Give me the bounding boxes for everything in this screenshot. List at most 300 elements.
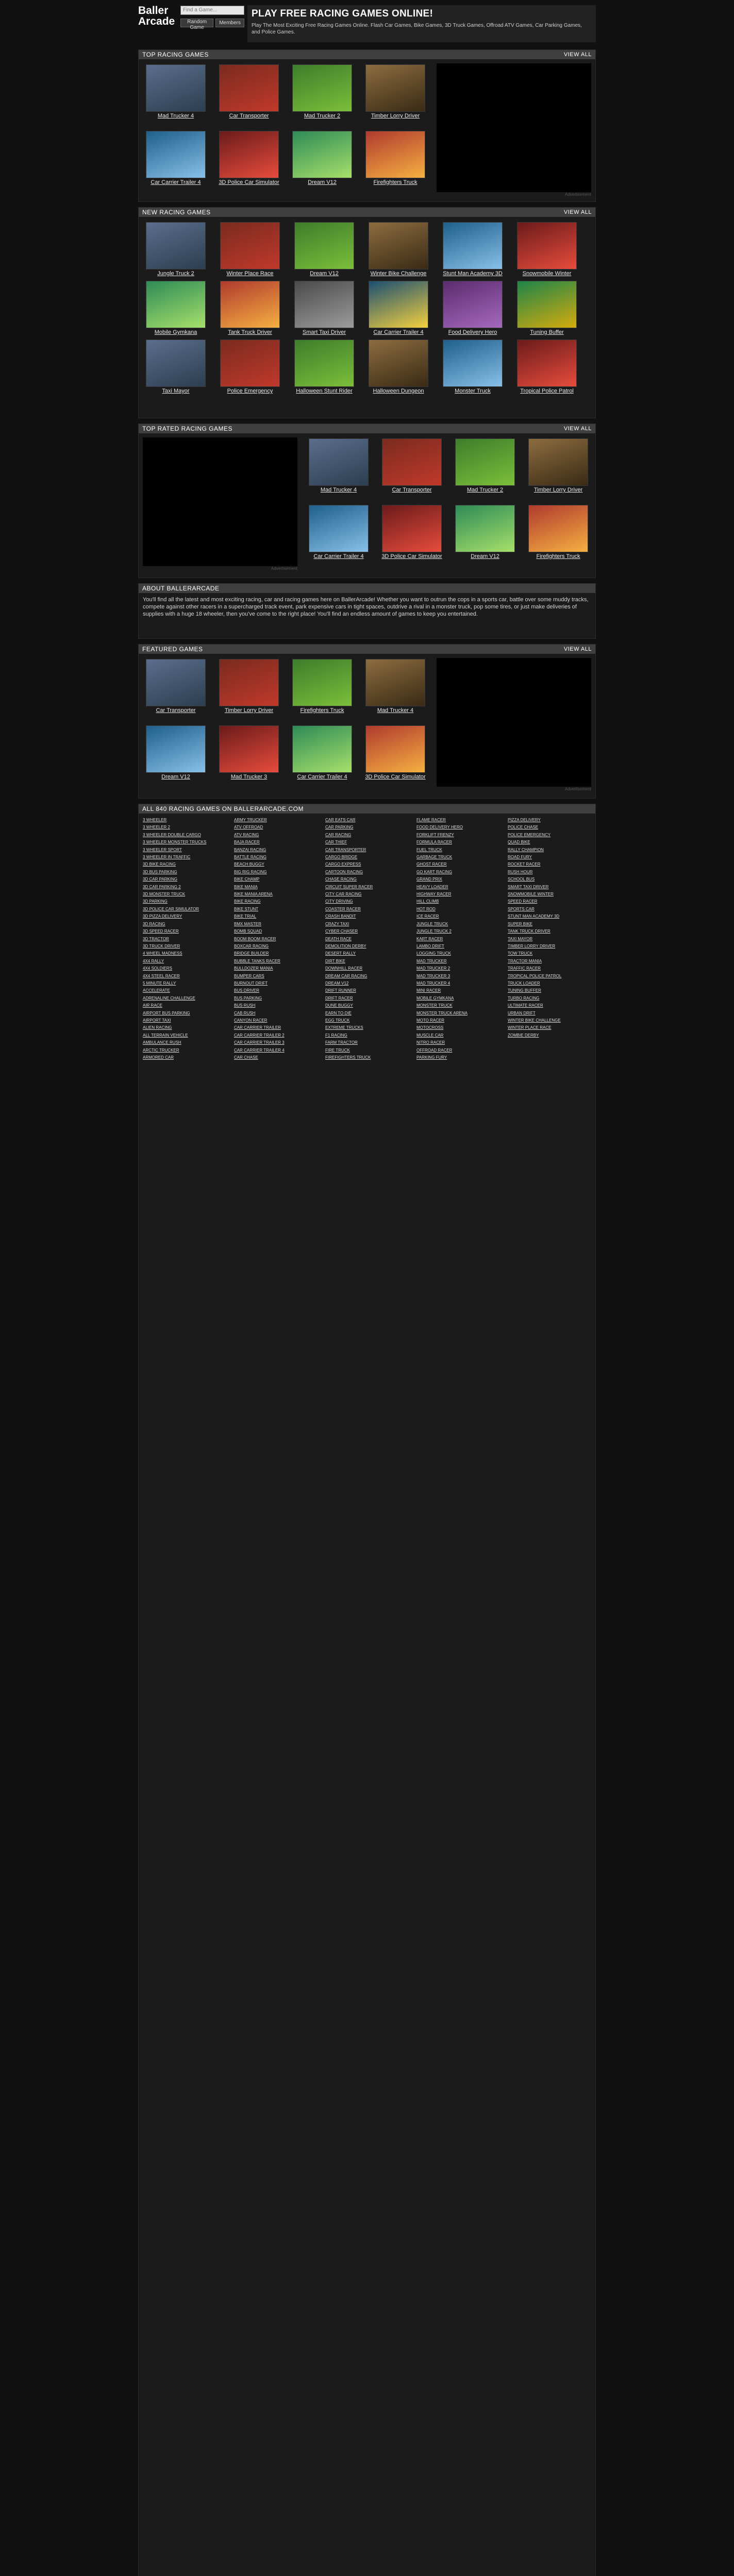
all-game-link[interactable]: TRAFFIC RACER [508,966,541,971]
game-title-link[interactable]: Halloween Dungeon [373,388,424,394]
game-tile[interactable] [304,505,374,564]
game-tile[interactable] [304,438,374,497]
game-thumbnail[interactable] [382,505,442,552]
game-title-link[interactable]: Halloween Stunt Rider [296,388,353,394]
all-game-link[interactable]: TIMBER LORRY DRIVER [508,943,556,948]
game-thumbnail[interactable] [517,222,577,269]
game-tile[interactable] [141,725,211,784]
all-game-link[interactable]: CYBER CHASER [325,929,358,934]
all-game-link[interactable]: BOXCAR RACING [234,943,269,948]
all-game-link[interactable]: CIRCUIT SUPER RACER [325,884,373,889]
game-thumbnail[interactable] [365,64,425,112]
game-title-link[interactable]: Mad Trucker 4 [377,707,414,714]
game-tile[interactable] [512,222,582,281]
all-game-link[interactable]: CAR PARKING [325,825,354,830]
game-tile[interactable] [377,438,447,497]
all-game-link[interactable]: POLICE EMERGENCY [508,832,551,837]
all-game-link[interactable]: BIKE RACING [234,899,261,904]
all-game-link[interactable]: ATV RACING [234,832,259,837]
all-game-link[interactable]: BULLDOZER MANIA [234,966,273,971]
all-game-link[interactable]: CAR TRANSPORTER [325,847,366,852]
game-thumbnail[interactable] [382,438,442,486]
all-game-link[interactable]: TRACTOR MANIA [508,958,542,963]
all-game-link[interactable]: FLAME RACER [416,818,446,822]
game-title-link[interactable]: Mobile Gymkana [154,329,197,335]
all-game-link[interactable]: BUMPER CARS [234,973,264,978]
search-input[interactable] [180,6,244,15]
all-game-link[interactable]: TOW TRUCK [508,951,533,956]
all-game-link[interactable]: BIG RIG RACING [234,869,267,874]
game-title-link[interactable]: Mad Trucker 4 [320,487,357,493]
all-game-link[interactable]: 3D MONSTER TRUCK [143,892,186,897]
all-game-link[interactable]: CARTOON RACING [325,869,363,874]
all-game-link[interactable]: CRASH BANDIT [325,914,356,919]
all-game-link[interactable]: TROPICAL POLICE PATROL [508,973,562,978]
all-game-link[interactable]: ZOMBIE DERBY [508,1032,539,1038]
game-thumbnail[interactable] [443,281,503,328]
all-game-link[interactable]: 3D BIKE RACING [143,862,176,867]
all-game-link[interactable]: SMART TAXI DRIVER [508,884,549,889]
all-game-link[interactable]: BUS DRIVER [234,988,259,993]
game-thumbnail[interactable] [294,340,354,387]
game-thumbnail[interactable] [455,438,515,486]
game-title-link[interactable]: Mad Trucker 2 [466,487,504,493]
game-tile[interactable] [360,659,430,718]
all-game-link[interactable]: MOTO RACER [416,1018,445,1023]
game-title-link[interactable]: Firefighters Truck [536,553,580,560]
all-game-link[interactable]: 3 WHEELER SPORT [143,847,182,852]
all-game-link[interactable]: 3 WHEELER 2 [143,825,170,830]
all-game-link[interactable]: SCHOOL BUS [508,877,535,882]
all-game-link[interactable]: HIGHWAY RACER [416,892,452,897]
all-game-link[interactable]: EARN TO DIE [325,1010,352,1015]
all-game-link[interactable]: CAR CARRIER TRAILER 4 [234,1047,285,1053]
game-title-link[interactable]: Dream V12 [471,553,499,560]
game-title-link[interactable]: Snowmobile Winter [522,270,572,277]
all-game-link[interactable]: BEACH BUGGY [234,862,264,867]
all-game-link[interactable]: F1 RACING [325,1032,347,1038]
game-title-link[interactable]: Stunt Man Academy 3D [443,270,503,277]
all-game-link[interactable]: TRUCK LOADER [508,980,540,986]
all-game-link[interactable]: BOOM BOOM RACER [234,936,276,941]
all-game-link[interactable]: CAB RUSH [234,1010,256,1015]
game-tile[interactable] [360,725,430,784]
all-game-link[interactable]: 3 WHEELER [143,818,167,822]
game-tile[interactable] [287,64,357,123]
all-game-link[interactable]: POLICE CHASE [508,825,539,830]
game-thumbnail[interactable] [365,131,425,178]
all-game-link[interactable]: BIKE TRIAL [234,914,256,919]
all-game-link[interactable]: QUAD BIKE [508,840,530,845]
game-tile[interactable] [360,131,430,190]
view-all-link[interactable]: VIEW ALL [563,646,592,652]
random-game-button[interactable]: Random Game [180,19,213,27]
game-tile[interactable] [289,340,359,398]
all-game-link[interactable]: BIKE MANIA ARENA [234,892,273,897]
all-game-link[interactable]: 4X4 SOLDIERS [143,966,172,971]
members-button[interactable]: Members [215,19,244,27]
all-game-link[interactable]: CAR RACING [325,832,352,837]
all-game-link[interactable]: FIRE TRUCK [325,1047,350,1053]
game-title-link[interactable]: Tank Truck Driver [228,329,272,335]
game-tile[interactable] [289,222,359,281]
all-game-link[interactable]: MAD TRUCKER 3 [416,973,451,978]
game-thumbnail[interactable] [219,64,279,112]
all-game-link[interactable]: 3D TRUCK DRIVER [143,943,180,948]
all-game-link[interactable]: ICE RACER [416,914,439,919]
game-thumbnail[interactable] [292,64,352,112]
game-tile[interactable] [141,659,211,718]
all-game-link[interactable]: 3D BUS PARKING [143,869,177,874]
all-game-link[interactable]: WINTER BIKE CHALLENGE [508,1018,561,1023]
all-game-link[interactable]: HILL CLIMB [416,899,439,904]
all-game-link[interactable]: JUNGLE TRUCK 2 [416,929,452,934]
game-title-link[interactable]: 3D Police Car Simulator [219,179,279,185]
all-game-link[interactable]: CARGO BRIDGE [325,855,358,860]
all-game-link[interactable]: 3D CAR PARKING 2 [143,884,181,889]
all-game-link[interactable]: LOGGING TRUCK [416,951,451,956]
game-title-link[interactable]: Food Delivery Hero [448,329,497,335]
game-tile[interactable] [377,505,447,564]
all-game-link[interactable]: ADRENALINE CHALLENGE [143,995,195,1001]
all-game-link[interactable]: 3D PARKING [143,899,168,904]
game-title-link[interactable]: Tuning Buffer [530,329,564,335]
view-all-link[interactable]: VIEW ALL [563,426,592,432]
all-game-link[interactable]: AMBULANCE RUSH [143,1040,181,1045]
all-game-link[interactable]: ROCKET RACER [508,862,541,867]
game-title-link[interactable]: Mad Trucker 4 [157,113,194,119]
all-game-link[interactable]: ATV OFFROAD [234,825,263,830]
game-thumbnail[interactable] [220,340,280,387]
all-game-link[interactable]: GHOST RACER [416,862,447,867]
all-game-link[interactable]: 4X4 RALLY [143,958,164,963]
all-game-link[interactable]: MOTOCROSS [416,1025,444,1030]
game-tile[interactable] [363,222,433,281]
all-game-link[interactable]: 5 MINUTE RALLY [143,980,176,986]
all-game-link[interactable]: ALL TERRAIN VEHICLE [143,1032,188,1038]
game-tile[interactable] [141,222,211,281]
all-game-link[interactable]: SUPER BIKE [508,921,533,926]
all-game-link[interactable]: 3D SPEED RACER [143,929,179,934]
all-game-link[interactable]: BURNOUT DRIFT [234,980,268,986]
all-game-link[interactable]: TAXI MAYOR [508,936,533,941]
view-all-link[interactable]: VIEW ALL [563,209,592,215]
all-game-link[interactable]: BIKE CHAMP [234,877,260,882]
game-tile[interactable] [523,438,593,497]
game-thumbnail[interactable] [292,131,352,178]
game-tile[interactable] [360,64,430,123]
all-game-link[interactable]: RALLY CHAMPION [508,847,544,852]
site-logo[interactable] [138,5,173,27]
all-game-link[interactable]: TURBO RACING [508,995,540,1001]
game-thumbnail[interactable] [309,438,369,486]
game-tile[interactable] [141,64,211,123]
game-thumbnail[interactable] [292,659,352,706]
game-tile[interactable] [438,340,508,398]
game-title-link[interactable]: Car Transporter [392,487,432,493]
all-game-link[interactable]: 4X4 STEEL RACER [143,973,180,978]
all-game-link[interactable]: MINI RACER [416,988,441,993]
all-game-link[interactable]: 3D POLICE CAR SIMULATOR [143,906,199,911]
all-game-link[interactable]: HEAVY LOADER [416,884,448,889]
game-tile[interactable] [141,340,211,398]
all-game-link[interactable]: CANYON RACER [234,1018,268,1023]
all-game-link[interactable]: BRIDGE BUILDER [234,951,269,956]
game-tile[interactable] [214,64,284,123]
game-title-link[interactable]: Firefighters Truck [300,707,344,714]
all-game-link[interactable]: BUS RUSH [234,1003,256,1008]
game-title-link[interactable]: Winter Bike Challenge [370,270,427,277]
game-title-link[interactable]: Timber Lorry Driver [224,707,274,714]
game-thumbnail[interactable] [365,725,425,773]
game-thumbnail[interactable] [369,222,428,269]
all-game-link[interactable]: MAD TRUCKER 4 [416,980,451,986]
game-title-link[interactable]: Car Carrier Trailer 4 [151,179,201,185]
all-game-link[interactable]: TUNING BUFFER [508,988,541,993]
game-thumbnail[interactable] [443,222,503,269]
game-tile[interactable] [512,281,582,340]
all-game-link[interactable]: ALIEN RACING [143,1025,172,1030]
game-title-link[interactable]: Jungle Truck 2 [157,270,194,277]
game-tile[interactable] [450,505,520,564]
all-game-link[interactable]: ROAD FURY [508,855,532,860]
all-game-link[interactable]: GRAND PRIX [416,877,442,882]
all-game-link[interactable]: CAR CARRIER TRAILER 3 [234,1040,285,1045]
all-game-link[interactable]: WINTER PLACE RACE [508,1025,552,1030]
game-title-link[interactable]: Police Emergency [227,388,273,394]
all-game-link[interactable]: PARKING FURY [416,1055,447,1060]
all-game-link[interactable]: ACCELERATE [143,988,170,993]
game-title-link[interactable]: Mad Trucker 3 [230,773,268,780]
all-game-link[interactable]: CAR THIEF [325,840,347,845]
game-thumbnail[interactable] [294,222,354,269]
all-game-link[interactable]: ARMY TRUCKER [234,818,267,822]
game-thumbnail[interactable] [443,340,503,387]
all-game-link[interactable]: BIKE MANIA [234,884,258,889]
all-game-link[interactable]: FUEL TRUCK [416,847,442,852]
all-game-link[interactable]: 3D TRACTOR [143,936,169,941]
game-title-link[interactable]: Car Carrier Trailer 4 [297,773,347,780]
all-game-link[interactable]: SNOWMOBILE WINTER [508,892,554,897]
game-tile[interactable] [512,340,582,398]
all-game-link[interactable]: FIREFIGHTERS TRUCK [325,1055,371,1060]
game-thumbnail[interactable] [219,725,279,773]
game-thumbnail[interactable] [219,659,279,706]
all-game-link[interactable]: FARM TRACTOR [325,1040,358,1045]
all-game-link[interactable]: FORMULA RACER [416,840,452,845]
all-game-link[interactable]: JUNGLE TRUCK [416,921,448,926]
game-title-link[interactable]: Dream V12 [310,270,339,277]
game-title-link[interactable]: 3D Police Car Simulator [365,773,426,780]
all-game-link[interactable]: BIKE STUNT [234,906,259,911]
all-game-link[interactable]: CITY DRIVING [325,899,353,904]
all-game-link[interactable]: EGG TRUCK [325,1018,350,1023]
view-all-link[interactable]: VIEW ALL [563,52,592,58]
game-tile[interactable] [363,340,433,398]
game-tile[interactable] [215,340,285,398]
game-thumbnail[interactable] [365,659,425,706]
all-game-link[interactable]: EXTREME TRUCKS [325,1025,363,1030]
all-game-link[interactable]: BMX MASTER [234,921,261,926]
ad-slot [437,63,591,197]
all-game-link[interactable]: DIRT BIKE [325,958,345,963]
game-title-link[interactable]: Car Carrier Trailer 4 [373,329,424,335]
all-game-link[interactable]: MOBILE GYMKANA [416,995,454,1001]
game-thumbnail[interactable] [146,659,206,706]
all-game-link[interactable]: BANZAI RACING [234,847,266,852]
game-thumbnail[interactable] [369,340,428,387]
game-title-link[interactable]: Car Carrier Trailer 4 [313,553,364,560]
all-game-link[interactable]: HOT ROD [416,906,436,911]
game-tile[interactable] [141,131,211,190]
all-game-link[interactable]: STUNT MAN ACADEMY 3D [508,914,560,919]
game-title-link[interactable]: Timber Lorry Driver [371,113,420,119]
game-tile[interactable] [289,281,359,340]
all-game-link[interactable]: BUBBLE TANKS RACER [234,958,280,963]
all-games-column [234,817,323,1061]
all-game-link[interactable]: DREAM V12 [325,980,349,986]
game-thumbnail[interactable] [309,505,369,552]
game-title-link[interactable]: Firefighters Truck [373,179,418,185]
all-game-link[interactable]: MAD TRUCKER [416,958,447,963]
game-thumbnail[interactable] [220,222,280,269]
all-game-link[interactable]: MONSTER TRUCK ARENA [416,1010,468,1015]
game-thumbnail[interactable] [146,725,206,773]
all-game-link[interactable]: CITY CAR RACING [325,892,362,897]
all-game-link[interactable]: CHASE RACING [325,877,357,882]
game-thumbnail[interactable] [146,222,206,269]
all-game-link[interactable]: CAR CARRIER TRAILER 2 [234,1032,285,1038]
all-game-link[interactable]: AIR RACE [143,1003,162,1008]
all-game-link[interactable]: LAMBO DRIFT [416,943,444,948]
all-game-link[interactable]: FOOD DELIVERY HERO [416,825,463,830]
game-thumbnail[interactable] [146,131,206,178]
game-thumbnail[interactable] [219,131,279,178]
game-title-link[interactable]: Winter Place Race [226,270,274,277]
all-game-link[interactable]: 3D PIZZA DELIVERY [143,914,182,919]
all-games-column [416,817,506,1061]
all-game-link[interactable]: URBAN DRIFT [508,1010,536,1015]
all-game-link[interactable]: CARGO EXPRESS [325,862,361,867]
all-game-link[interactable]: FORKLIFT FRENZY [416,832,454,837]
game-thumbnail[interactable] [517,281,577,328]
game-title-link[interactable]: Car Transporter [156,707,196,714]
game-tile[interactable] [363,281,433,340]
game-thumbnail[interactable] [517,340,577,387]
all-game-link[interactable]: ARMORED CAR [143,1055,174,1060]
all-game-link[interactable]: KART RACER [416,936,443,941]
all-game-link[interactable]: ULTIMATE RACER [508,1003,543,1008]
game-title-link[interactable]: 3D Police Car Simulator [381,553,442,560]
all-game-link[interactable]: OFFROAD RACER [416,1047,453,1053]
all-game-link[interactable]: BUS PARKING [234,995,262,1001]
all-game-link[interactable]: 3D RACING [143,921,165,926]
all-game-link[interactable]: BATTLE RACING [234,855,266,860]
all-game-link[interactable]: COASTER RACER [325,906,361,911]
all-game-link[interactable]: BAJA RACER [234,840,260,845]
game-tile[interactable] [214,659,284,718]
game-title-link[interactable]: Mad Trucker 2 [304,113,341,119]
game-thumbnail[interactable] [292,725,352,773]
game-title-link[interactable]: Smart Taxi Driver [302,329,346,335]
game-thumbnail[interactable] [294,281,354,328]
game-tile[interactable] [450,438,520,497]
all-game-link[interactable]: SPEED RACER [508,899,538,904]
game-title-link[interactable]: Dream V12 [161,773,190,780]
game-tile[interactable] [438,281,508,340]
all-game-link[interactable]: DOWNHILL RACER [325,966,363,971]
game-thumbnail[interactable] [369,281,428,328]
all-game-link[interactable]: BOMB SQUAD [234,929,262,934]
game-tile[interactable] [214,725,284,784]
game-thumbnail[interactable] [528,505,588,552]
all-game-link[interactable]: DEATH RACE [325,936,352,941]
game-thumbnail[interactable] [220,281,280,328]
all-game-link[interactable]: DRIFT RACER [325,995,353,1001]
all-game-link[interactable]: MUSCLE CAR [416,1032,444,1038]
all-game-link[interactable]: MONSTER TRUCK [416,1003,453,1008]
all-game-link[interactable]: DESERT RALLY [325,951,356,956]
game-thumbnail[interactable] [455,505,515,552]
all-game-link[interactable]: 3D CAR PARKING [143,877,177,882]
all-game-link[interactable]: DUNE BUGGY [325,1003,353,1008]
all-game-link[interactable]: MAD TRUCKER 2 [416,966,451,971]
all-game-link[interactable]: CAR CHASE [234,1055,258,1060]
all-game-link[interactable]: 3 WHEELER MONSTER TRUCKS [143,840,207,845]
all-game-link[interactable]: AIRPORT BUS PARKING [143,1010,190,1015]
game-thumbnail[interactable] [146,281,206,328]
all-game-link[interactable]: 3 WHEELER IN TRAFFIC [143,855,191,860]
game-tile[interactable] [214,131,284,190]
all-game-link[interactable]: CRAZY TAXI [325,921,349,926]
game-title-link[interactable]: Dream V12 [308,179,337,185]
game-tile[interactable] [215,281,285,340]
game-thumbnail[interactable] [528,438,588,486]
game-tile[interactable] [523,505,593,564]
all-game-link[interactable]: DEMOLITION DERBY [325,943,366,948]
game-tile[interactable] [141,281,211,340]
game-title-link[interactable]: Timber Lorry Driver [533,487,583,493]
all-game-link[interactable]: TANK TRUCK DRIVER [508,929,550,934]
all-game-link[interactable]: CAR CARRIER TRAILER [234,1025,281,1030]
all-game-link[interactable]: RUSH HOUR [508,869,533,874]
all-game-link[interactable]: SPORTS CAR [508,906,535,911]
all-game-link[interactable]: AIRPORT TAXI [143,1018,171,1023]
all-game-link[interactable]: 4 WHEEL MADNESS [143,951,182,956]
game-tile[interactable] [215,222,285,281]
game-thumbnail[interactable] [146,340,206,387]
game-title-link[interactable]: Car Transporter [229,113,269,119]
game-tile[interactable] [287,725,357,784]
all-game-link[interactable]: GO KART RACING [416,869,453,874]
game-thumbnail[interactable] [146,64,206,112]
all-game-link[interactable]: 3 WHEELER DOUBLE CARGO [143,832,201,837]
all-game-link[interactable]: NITRO RACER [416,1040,445,1045]
all-game-link[interactable]: PIZZA DELIVERY [508,818,541,822]
game-tile[interactable] [287,131,357,190]
all-game-link[interactable]: DRIFT RUNNER [325,988,356,993]
all-game-link[interactable]: ARCTIC TRUCKER [143,1047,179,1053]
game-title-link[interactable]: Monster Truck [455,388,491,394]
all-game-link[interactable]: CAR EATS CAR [325,818,356,822]
game-title-link[interactable]: Taxi Mayor [162,388,190,394]
game-title-link[interactable]: Tropical Police Patrol [520,388,574,394]
all-game-link[interactable]: DREAM CAR RACING [325,973,368,978]
game-tile[interactable] [438,222,508,281]
game-tile[interactable] [287,659,357,718]
all-game-link[interactable]: GARBAGE TRUCK [416,855,453,860]
all-games-column [143,817,232,1061]
